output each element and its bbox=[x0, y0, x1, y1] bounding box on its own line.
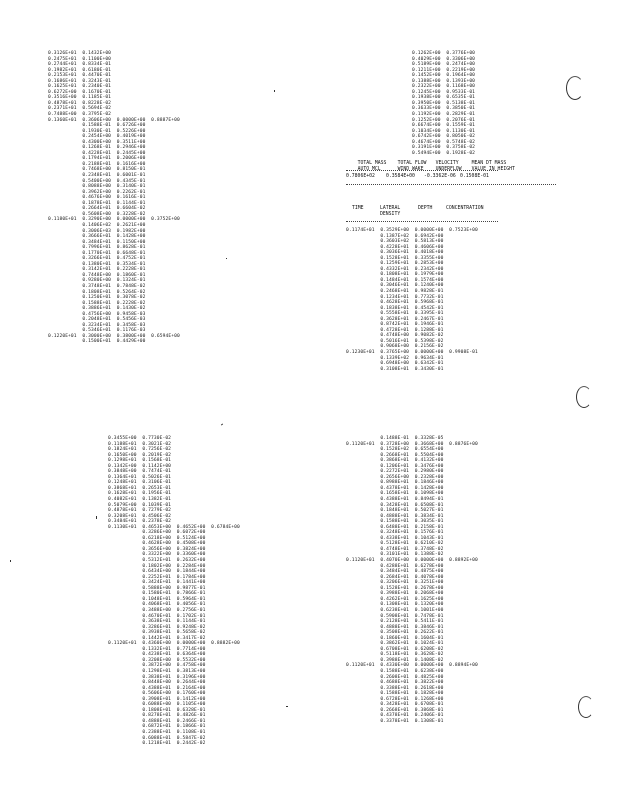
data-row: 0.3286E+00 0.6072E+00 bbox=[108, 530, 206, 536]
data-row: 0.4676E+00 0.1616E-01 bbox=[48, 195, 146, 201]
data-row: 0.1860E+01 0.1604E-01 bbox=[346, 635, 444, 641]
summary-bottom-divider bbox=[346, 184, 556, 185]
data-row: 0.7468E+00 0.8150E-01 bbox=[48, 167, 146, 173]
data-row: 0.8742E+01 0.1946E-01 bbox=[346, 322, 444, 328]
data-row: 0.4288E+01 0.6278E+00 bbox=[346, 563, 444, 569]
data-row: 0.3838E+01 0.3196E+00 bbox=[108, 674, 206, 680]
scan-speck bbox=[274, 90, 275, 92]
data-row: 0.3036E+01 0.4018E+00 bbox=[346, 250, 444, 256]
data-row: 0.1658E+01 0.1098E+00 bbox=[346, 491, 444, 497]
data-row: 0.1982E+01 0.6180E-01 bbox=[48, 67, 112, 73]
data-row: 0.4888E+01 0.3846E-01 bbox=[346, 624, 444, 630]
data-row: 0.3424E+01 0.1441E+00 bbox=[108, 580, 206, 586]
data-row: 0.1588E+01 0.1828E+00 bbox=[346, 691, 444, 697]
data-row: 0.6088E+00 0.1105E+00 bbox=[108, 702, 206, 708]
data-row: 0.5558E+01 0.3395E-01 bbox=[346, 311, 444, 317]
data-row: 0.4728E+01 0.1288E-01 bbox=[346, 327, 444, 333]
sub-col-2: LATERAL bbox=[380, 206, 401, 211]
data-row: 0.3862E+01 0.1024E-01 bbox=[346, 641, 444, 647]
data-row: 0.2252E+01 0.1784E+00 bbox=[108, 574, 206, 580]
data-row: 0.1248E+01 0.3106E-01 bbox=[108, 480, 172, 486]
data-row: 0.4238E+01 0.6364E+00 bbox=[108, 652, 206, 658]
data-row: 0.3142E+01 0.2228E-01 bbox=[48, 267, 146, 273]
data-row: 0.4228E+01 0.4606E+00 bbox=[346, 244, 444, 250]
data-row: 0.1130E+01 0.4653E+00 0.4652E+00 0.6784E+00 bbox=[108, 524, 240, 530]
data-row: 0.1268E-01 0.2946E+00 bbox=[48, 145, 146, 151]
data-row: 0.3638E+01 0.1144E-01 bbox=[108, 619, 206, 625]
data-row: 0.3488E+00 0.2756E-01 bbox=[108, 607, 206, 613]
data-row: 0.4082E+01 0.1382E-01 bbox=[108, 497, 172, 503]
data-row: 0.7488E+00 0.3795E-02 bbox=[48, 112, 112, 118]
data-row: 0.2388E+01 0.1108E-01 bbox=[108, 729, 206, 735]
scan-speck bbox=[286, 706, 288, 707]
data-row: 0.1878E+01 0.1144E-01 bbox=[48, 200, 146, 206]
data-row: 0.2468E+01 0.9828E-01 bbox=[346, 289, 444, 295]
sub-table-divider bbox=[346, 221, 498, 222]
punch-hole-bottom bbox=[578, 696, 594, 718]
data-row: 0.7448E+00 0.1860E-01 bbox=[48, 272, 146, 278]
data-row: 0.4378E+01 0.1428E+00 bbox=[346, 485, 444, 491]
data-row: 0.1528E+01 0.2678E+00 bbox=[346, 585, 444, 591]
data-row: 0.4888E+01 0.2466E-01 bbox=[108, 718, 206, 724]
data-row: 0.2188E+01 0.1616E+00 bbox=[48, 161, 146, 167]
data-row: 0.1588E+01 0.3035E-01 bbox=[346, 519, 444, 525]
summary-col-4: MEAN DT MASS bbox=[471, 161, 507, 166]
summary-subcol-1: AUTO MCL bbox=[357, 167, 381, 172]
data-block-bottom-left bbox=[108, 436, 240, 747]
data-row: 0.1848E+01 0.5027E-01 bbox=[346, 508, 444, 514]
data-row: 0.3872E+00 0.4758E+00 bbox=[108, 663, 206, 669]
data-row: 0.9068E+00 0.2156E-02 bbox=[346, 344, 444, 350]
data-row: 0.1588E+01 0.2228E-02 bbox=[48, 300, 146, 306]
data-row: 0.1234E+01 0.7732E-01 bbox=[346, 294, 444, 300]
data-row: 0.3603E+02 0.5813E+00 bbox=[346, 239, 444, 245]
data-row: 0.1686E+01 0.3243E-01 bbox=[48, 78, 112, 84]
data-row: 0.1452E+00 0.1964E+00 bbox=[412, 73, 476, 79]
data-row: 0.1034E+00 0.1130E-01 bbox=[412, 128, 476, 134]
data-row: 0.3455E+00 0.7730E-02 bbox=[108, 436, 172, 441]
data-row: 0.1298E+01 0.3813E+00 bbox=[108, 668, 206, 674]
data-row: 0.1824E+01 0.7256E-02 bbox=[108, 447, 172, 453]
data-row: 0.1388E+00 0.1393E+00 bbox=[412, 78, 476, 84]
data-row: 0.3484E+01 0.1150E+00 bbox=[48, 239, 146, 245]
data-row: 0.3266E+01 0.4752E-01 bbox=[48, 256, 146, 262]
data-row: 0.1342E+00 0.1142E+00 bbox=[108, 463, 172, 469]
data-row: 0.3748E+01 0.7848E-02 bbox=[48, 283, 146, 289]
data-row: 0.4332E+01 0.2342E+00 bbox=[346, 266, 444, 272]
data-row: 0.4388E+01 0.2164E+00 bbox=[108, 685, 206, 691]
data-row: 0.8988E+01 0.1846E+00 bbox=[346, 480, 444, 486]
summary-value-4: 0.1508E-01 bbox=[460, 174, 489, 179]
data-row: 0.1188E+01 0.3021E-02 bbox=[108, 441, 172, 447]
data-row: 0.4748E+01 0.3748E-02 bbox=[346, 546, 444, 552]
data-row: 0.1528E+01 0.3355E+00 bbox=[346, 255, 444, 261]
data-row: 0.5079E+00 0.1039E-01 bbox=[108, 502, 172, 508]
data-row: 0.4029E+00 0.3306E+00 bbox=[412, 56, 476, 62]
data-row: 0.3886E+01 0.1430E-02 bbox=[48, 306, 146, 312]
data-row: 0.2668E+01 0.5504E+00 bbox=[346, 452, 444, 458]
data-row: 0.4674E+00 0.5748E-02 bbox=[412, 139, 476, 145]
data-row: 0.3191E+00 0.3758E-02 bbox=[412, 145, 476, 151]
data-row: 0.1588E-01 0.6726E+00 bbox=[48, 123, 146, 129]
data-row: 0.1332E+01 0.7714E+00 bbox=[108, 646, 206, 652]
data-row: 0.3988E+01 0.2068E+00 bbox=[346, 591, 444, 597]
summary-subcol-3: UNDERFLOW bbox=[435, 167, 462, 172]
data-row: 0.5400E+00 0.4345E-01 bbox=[48, 178, 146, 184]
data-row: 0.3868E+01 0.4132E+00 bbox=[346, 458, 444, 464]
summary-divider bbox=[346, 170, 498, 171]
data-row: 0.6708E+01 0.6208E-02 bbox=[346, 646, 444, 652]
data-row: 0.3208E+00 0.5532E+00 bbox=[108, 657, 206, 663]
data-row: 0.1380E+01 0.3534E-01 bbox=[48, 261, 146, 267]
data-row: 0.1211E+00 0.2219E+00 bbox=[412, 67, 476, 73]
data-row: 0.1488E-01 0.3328E-05 bbox=[346, 436, 444, 441]
data-row: 0.1192E+00 0.2829E-01 bbox=[412, 112, 476, 118]
data-row: 0.5606E+00 0.1760E+00 bbox=[108, 691, 206, 697]
data-row: 0.2153E+01 0.4470E-01 bbox=[48, 73, 112, 79]
data-row: 0.1252E+00 0.2076E-01 bbox=[412, 117, 476, 123]
data-row: 0.4888E+01 0.3834E-01 bbox=[346, 513, 444, 519]
data-row: 0.2128E+01 0.5411E-01 bbox=[346, 619, 444, 625]
data-row: 0.2475E+01 0.1100E+00 bbox=[48, 56, 112, 62]
scan-speck bbox=[10, 560, 11, 562]
summary-col-2: TOTAL FLOW bbox=[397, 161, 427, 166]
data-row: 0.4378E+01 0.2406E-01 bbox=[346, 713, 444, 719]
data-row: 0.3428E+01 0.6508E-01 bbox=[346, 502, 444, 508]
data-row: 0.3633E+00 0.3850E-01 bbox=[412, 106, 476, 112]
data-row: 0.1308E+01 0.1320E+00 bbox=[346, 602, 444, 608]
data-row: 0.1048E+01 0.5964E-01 bbox=[108, 596, 206, 602]
data-row: 0.1808E+01 0.5264E-02 bbox=[48, 289, 146, 295]
data-row: 0.1262E+00 0.3776E+00 bbox=[412, 51, 476, 56]
data-row: 0.3988E+01 0.1408E-02 bbox=[346, 657, 444, 663]
data-row: 0.5128E+01 0.6210E-02 bbox=[346, 541, 444, 547]
summary-value-3: -0.3362E-06 bbox=[424, 174, 456, 179]
data-row: 0.4670E+01 0.1702E-01 bbox=[108, 613, 206, 619]
data-row: 0.5346E+01 0.1176E-03 bbox=[48, 328, 146, 334]
data-row: 0.3950E+00 0.5138E-01 bbox=[412, 100, 476, 106]
data-row: 0.1180E+01 0.3290E+00 0.0000E+00 0.3752E+00 bbox=[48, 217, 180, 223]
data-row: 0.1206E+01 0.3476E+00 bbox=[346, 463, 444, 469]
data-row: 0.1218E+01 0.2442E-02 bbox=[108, 741, 206, 747]
data-row: 0.6434E+00 0.1844E+00 bbox=[108, 569, 206, 575]
summary-value-2: 0.3584E+00 bbox=[386, 174, 415, 179]
data-row: 0.3656E+00 0.3824E+00 bbox=[108, 546, 206, 552]
data-row: 0.3126E+01 0.1432E+00 bbox=[48, 51, 112, 56]
data-row: 0.5118E+01 0.3628E-02 bbox=[346, 652, 444, 658]
data-block-top-right bbox=[412, 51, 475, 156]
data-row: 0.2744E+01 0.8334E-01 bbox=[48, 62, 112, 68]
data-row: 0.3206E+01 0.3251E+00 bbox=[346, 580, 444, 586]
data-row: 0.6218E+00 0.5124E+00 bbox=[108, 535, 206, 541]
data-row: 0.2322E+00 0.1168E+00 bbox=[412, 84, 476, 90]
data-row: 0.1808E+01 0.6328E-01 bbox=[108, 707, 206, 713]
data-row: 0.9280E+00 0.1324E-01 bbox=[48, 278, 146, 284]
data-row: 0.6238E+01 0.1001E+00 bbox=[346, 607, 444, 613]
summary-col-1: TOTAL MASS bbox=[357, 161, 387, 166]
data-row: 0.2608E+01 0.4825E+00 bbox=[346, 674, 444, 680]
data-row: 0.2371E+01 0.5694E-02 bbox=[48, 106, 112, 112]
data-row: 0.2048E+01 0.5456E-03 bbox=[48, 317, 146, 323]
data-row: 0.1802E+00 0.2284E+00 bbox=[108, 563, 206, 569]
data-block-mid-right bbox=[346, 228, 478, 372]
data-row: 0.5608E+00 0.3228E-02 bbox=[48, 211, 146, 217]
data-row: 0.6088E+01 0.5847E-02 bbox=[108, 735, 206, 741]
data-row: 0.1220E+01 0.3000E+00 0.3800E+00 0.6594E+00 bbox=[48, 333, 180, 339]
data-row: 0.1588E+01 0.6238E+00 bbox=[346, 668, 444, 674]
data-row: 0.1500E+01 0.4429E+00 bbox=[48, 339, 146, 345]
data-row: 0.3108E+01 0.3430E-01 bbox=[346, 366, 444, 372]
data-row: 0.4388E+01 0.8494E-01 bbox=[346, 497, 444, 503]
data-row: 0.3101E+01 0.1388E-02 bbox=[346, 552, 444, 558]
scan-speck bbox=[221, 423, 223, 425]
data-row: 0.6742E+00 0.8050E-02 bbox=[412, 134, 476, 140]
summary-subcol-2: WIND WAKE bbox=[397, 167, 424, 172]
data-row: 0.1528E+02 0.6554E+00 bbox=[346, 447, 444, 453]
data-row: 0.4262E+01 0.1625E+00 bbox=[346, 596, 444, 602]
data-row: 0.4338E+01 0.1043E-01 bbox=[346, 535, 444, 541]
data-row: 0.1339E+02 0.9634E-01 bbox=[346, 355, 444, 361]
data-row: 0.4688E+01 0.3822E+00 bbox=[346, 680, 444, 686]
data-row: 0.4628E+01 0.5968E-01 bbox=[346, 300, 444, 306]
data-row: 0.4068E+01 0.4056E-01 bbox=[108, 602, 206, 608]
data-row: 0.1838E+01 0.4542E-01 bbox=[346, 305, 444, 311]
data-row: 0.6272E+00 0.1670E-01 bbox=[48, 89, 112, 95]
data-row: 0.4748E+00 0.9082E-02 bbox=[346, 333, 444, 339]
data-row: 0.5888E+00 0.9877E-01 bbox=[108, 585, 206, 591]
data-row: 0.1938E+00 0.6535E-01 bbox=[412, 95, 476, 101]
data-row: 0.6948E+00 0.6342E-01 bbox=[346, 361, 444, 367]
data-row: 0.5908E+01 0.7478E-01 bbox=[346, 613, 444, 619]
data-row: 0.1930E-01 0.5226E+00 bbox=[48, 128, 146, 134]
data-row: 0.1625E+01 0.2340E-01 bbox=[48, 84, 112, 90]
data-row: 0.1360E+01 0.3606E+00 0.0000E+00 0.8887E+00 bbox=[48, 117, 180, 123]
data-row: 0.3006E+03 0.1982E+00 bbox=[48, 228, 146, 234]
data-row: 0.1628E+01 0.1956E-01 bbox=[108, 491, 172, 497]
data-row: 0.2684E+01 0.4078E+00 bbox=[346, 574, 444, 580]
sub-col-3: DEPTH bbox=[418, 206, 433, 211]
data-row: 0.1364E+01 0.5026E-01 bbox=[108, 474, 172, 480]
data-row: 0.3286E+01 0.9248E-02 bbox=[108, 624, 206, 630]
data-row: 0.6728E+01 0.1268E+00 bbox=[346, 696, 444, 702]
data-row: 0.5312E+01 0.2632E+00 bbox=[108, 558, 206, 564]
data-row: 0.1298E+01 0.1568E-01 bbox=[108, 458, 172, 464]
data-row: 0.4628E+00 0.4508E+00 bbox=[108, 541, 206, 547]
data-row: 0.3848E+00 0.7474E-01 bbox=[108, 469, 172, 475]
data-row: 0.4878E+01 0.8228E-02 bbox=[48, 100, 112, 106]
data-row: 0.1770E+01 0.6648E-01 bbox=[48, 250, 146, 256]
data-row: 0.8088E+00 0.3140E-01 bbox=[48, 184, 146, 190]
scan-speck bbox=[96, 516, 97, 519]
data-row: 0.6872E+01 0.1866E-01 bbox=[108, 724, 206, 730]
sub-col-4: CONCENTRATION bbox=[446, 206, 484, 211]
sub-subcol-2: DENSITY bbox=[380, 212, 401, 217]
data-row: 0.6674E+00 0.1559E-01 bbox=[412, 123, 476, 129]
data-row: 0.3508E+01 0.2622E-01 bbox=[346, 630, 444, 636]
data-row: 0.2454E+00 0.4019E+00 bbox=[48, 134, 146, 140]
data-row: 0.8278E+01 0.4826E-01 bbox=[108, 713, 206, 719]
data-row: 0.3666E+01 0.1428E+00 bbox=[48, 234, 146, 240]
data-row: 0.3378E+01 0.1308E-01 bbox=[346, 718, 444, 724]
data-row: 0.1580E+01 0.7866E-01 bbox=[108, 591, 206, 597]
data-row: 0.1259E+01 0.2853E+00 bbox=[346, 261, 444, 267]
data-row: 0.4300E+00 0.3511E+00 bbox=[48, 139, 146, 145]
data-row: 0.5189E+00 0.2474E+00 bbox=[412, 62, 476, 68]
summary-value-1: 0.7806E+02 bbox=[346, 174, 375, 179]
data-row: 0.3208E+01 0.4506E-02 bbox=[108, 513, 172, 519]
data-row: 0.5494E+00 0.1928E-02 bbox=[412, 150, 476, 156]
data-row: 0.3628E+01 0.2467E-01 bbox=[346, 316, 444, 322]
data-row: 0.1230E+01 0.3765E+00 0.0000E+00 0.9908E-01 bbox=[346, 350, 478, 356]
data-row: 0.1484E+01 0.1574E+00 bbox=[346, 277, 444, 283]
data-row: 0.1245E+00 0.9533E-01 bbox=[412, 89, 476, 95]
data-row: 0.3046E+01 0.1240E+00 bbox=[346, 283, 444, 289]
data-row: 0.3962E+00 0.2262E-01 bbox=[48, 189, 146, 195]
sub-col-1: TIME bbox=[352, 206, 364, 211]
data-row: 0.1250E+01 0.3078E-02 bbox=[48, 295, 146, 301]
data-row: 0.6488E+01 0.2158E-01 bbox=[346, 524, 444, 530]
data-row: 0.3484E+01 0.4875E+00 bbox=[346, 569, 444, 575]
data-row: 0.3938E+01 0.5658E-02 bbox=[108, 630, 206, 636]
data-row: 0.1120E+01 0.4070E+00 0.0000E+00 0.8892E+00 bbox=[346, 558, 478, 564]
data-row: 0.3234E+01 0.3458E-03 bbox=[48, 322, 146, 328]
data-row: 0.1120E+01 0.4360E+00 0.0000E+00 0.8882E+00 bbox=[108, 641, 240, 647]
punch-hole-top bbox=[566, 76, 584, 100]
data-row: 0.1120E+01 0.3728E+00 0.3668E+00 0.8876E+00 bbox=[346, 441, 478, 447]
data-row: 0.1442E+01 0.3417E-02 bbox=[108, 635, 206, 641]
data-block-bottom-right bbox=[346, 436, 478, 724]
data-row: 0.2664E+01 0.6604E-02 bbox=[48, 206, 146, 212]
data-row: 0.1174E+01 0.3529E+00 0.0000E+00 0.7523E+00 bbox=[346, 228, 478, 233]
data-row: 0.2668E+01 0.3868E-01 bbox=[346, 707, 444, 713]
summary-subcol-4: VALUE IN HEIGHT bbox=[471, 167, 515, 172]
data-row: 0.2348E+01 0.6001E-01 bbox=[48, 173, 146, 179]
data-row: 0.1406E+02 0.2621E+00 bbox=[48, 222, 146, 228]
summary-col-3: VELOCITY bbox=[435, 161, 459, 166]
data-row: 0.8448E+00 0.2644E+00 bbox=[108, 680, 206, 686]
data-block-top-left bbox=[48, 51, 180, 345]
data-row: 0.7996E+01 0.8628E-01 bbox=[48, 245, 146, 251]
data-row: 0.1808E+01 0.1979E+00 bbox=[346, 272, 444, 278]
data-row: 0.2272E+01 0.2980E+00 bbox=[346, 469, 444, 475]
data-row: 0.3322E+00 0.3360E+00 bbox=[108, 552, 206, 558]
data-row: 0.4228E+01 0.2445E+00 bbox=[48, 150, 146, 156]
data-row: 0.3908E+01 0.1412E+00 bbox=[108, 696, 206, 702]
data-row: 0.1120E+01 0.4330E+00 0.0000E+00 0.8894E+00 bbox=[346, 663, 478, 669]
data-row: 0.5016E+01 0.5398E-02 bbox=[346, 338, 444, 344]
data-row: 0.1650E+00 0.2019E-02 bbox=[108, 452, 172, 458]
scan-speck bbox=[226, 258, 227, 259]
data-row: 0.3248E+01 0.1576E-01 bbox=[346, 530, 444, 536]
data-row: 0.1387E+02 0.6942E+00 bbox=[346, 233, 444, 239]
data-row: 0.3428E+01 0.6708E-01 bbox=[346, 702, 444, 708]
data-row: 0.3516E+00 0.1185E-01 bbox=[48, 95, 112, 101]
data-row: 0.3868E+01 0.2653E-01 bbox=[108, 485, 172, 491]
data-row: 0.3484E+01 0.2378E-02 bbox=[108, 519, 172, 525]
data-row: 0.4878E+01 0.7279E-02 bbox=[108, 508, 172, 514]
data-row: 0.4756E+00 0.9458E-03 bbox=[48, 311, 146, 317]
data-row: 0.1794E+01 0.2006E+00 bbox=[48, 156, 146, 162]
data-row: 0.3388E+01 0.2618E+00 bbox=[346, 685, 444, 691]
punch-hole-middle bbox=[576, 386, 592, 408]
data-row: 0.2656E+00 0.2328E+00 bbox=[346, 474, 444, 480]
